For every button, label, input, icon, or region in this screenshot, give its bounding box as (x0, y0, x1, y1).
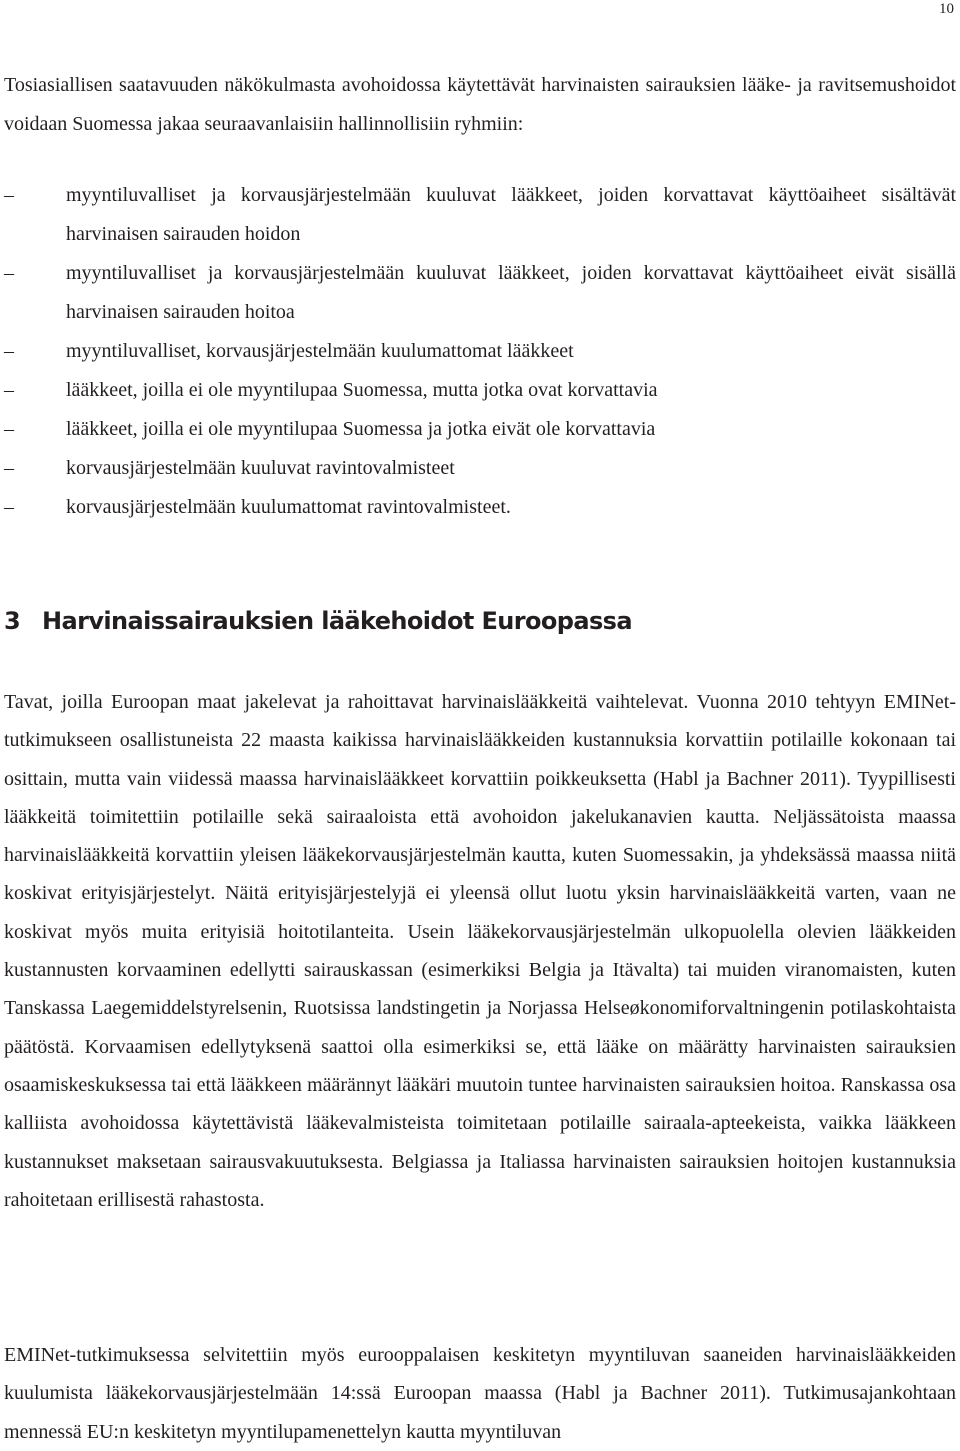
intro-paragraph: Tosiasiallisen saatavuuden näkökulmasta avohoidossa käytettävät harvinaisten sairauksien lääke- ja ravitsemushoidot voidaan Suomessa jakaa seuraavanlaisiin hallinnollisiin ryhmiin: (4, 74, 956, 135)
section-heading (4, 600, 956, 642)
list-item-text: lääkkeet, joilla ei ole myyntilupaa Suomessa, mutta jotka ovat korvattavia (66, 379, 658, 401)
list-item (4, 410, 956, 449)
list-item (4, 449, 956, 488)
bullet-marker: – (4, 340, 14, 362)
list-item-text: myyntiluvalliset ja korvausjärjestelmään kuuluvat lääkkeet, joiden korvattavat käyttöaiheet sisältävät harvinaisen sairauden hoidon (66, 184, 956, 245)
section-number: 3 (4, 607, 21, 635)
list-item (4, 332, 956, 371)
list-item (4, 254, 956, 332)
page-number: 10 (939, 1, 954, 17)
list-item (4, 371, 956, 410)
list-item-text: korvausjärjestelmään kuulumattomat ravintovalmisteet. (66, 496, 511, 518)
bullet-marker: – (4, 379, 14, 401)
list-item (4, 176, 956, 254)
section-title: Harvinaissairauksien lääkehoidot Euroopassa (42, 607, 632, 635)
list-item-text: lääkkeet, joilla ei ole myyntilupaa Suomessa ja jotka eivät ole korvattavia (66, 418, 656, 440)
list-item (4, 488, 956, 527)
bullet-list (4, 176, 956, 527)
bullet-marker: – (4, 262, 14, 284)
body-paragraph-2: EMINet-tutkimuksessa selvitettiin myös eurooppalaisen keskitetyn myyntiluvan saaneiden harvinaislääkkeiden kuulumista lääkekorvausjärjestelmään 14:ssä Euroopan maassa (Habl ja Bachner 2011). Tutkimusajankohtaan mennessä EU:n keskitetyn myyntilupamenettelyn kautta myyntiluvan (4, 1344, 956, 1443)
list-item-text: korvausjärjestelmään kuuluvat ravintovalmisteet (66, 457, 455, 479)
bullet-marker: – (4, 184, 14, 206)
bullet-marker: – (4, 457, 14, 479)
list-item-text: myyntiluvalliset, korvausjärjestelmään kuulumattomat lääkkeet (66, 340, 574, 362)
list-item-text: myyntiluvalliset ja korvausjärjestelmään kuuluvat lääkkeet, joiden korvattavat käyttöaiheet eivät sisällä harvinaisen sairauden hoitoa (66, 262, 956, 323)
bullet-marker: – (4, 418, 14, 440)
bullet-marker: – (4, 496, 14, 518)
body-paragraph-1: Tavat, joilla Euroopan maat jakelevat ja rahoittavat harvinaislääkkeitä vaihtelevat. Vuonna 2010 tehtyyn EMINet-tutkimukseen osallistuneista 22 maasta kaikissa harvinaislääkkeiden kustannuksia korvattiin potilaille kokonaan tai osittain, mutta vain viidessä maassa harvinaislääkkeet korvattiin poikkeuksetta (Habl ja Bachner 2011). Tyypillisesti lääkkeitä toimitettiin potilaille sekä sairaaloista että avohoidon jakelukanavien kautta. Neljässätoista maassa harvinaislääkkeitä korvattiin yleisen lääkekorvausjärjestelmän kautta, kuten Suomessakin, ja yhdeksässä maassa niitä koskivat erityisjärjestelyt. Näitä erityisjärjestelyjä ei yleensä ollut luotu yksin harvinaislääkkeitä varten, vaan ne koskivat myös muita erityisiä hoitotilanteita. Usein lääkekorvausjärjestelmän ulkopuolella olevien lääkkeiden kustannusten korvaaminen edellytti sairauskassan (esimerkiksi Belgia ja Itävalta) tai muiden viranomaisten, kuten Tanskassa Laegemiddelstyrelsenin, Ruotsissa landstingetin ja Norjassa Helseøkonomiforvaltningenin potilaskohtaista päätöstä. Korvaamisen edellytyksenä saattoi olla esimerkiksi se, että lääke on määrätty harvinaisten sairauksien osaamiskeskuksessa tai että lääkkeen määrännyt lääkäri muutoin tuntee harvinaisten sairauksien hoitoa. Ranskassa osa kalliista avohoidossa käytettävistä lääkevalmisteista toimitetaan potilaille sairaala-apteekeista, vaikka lääkkeen kustannukset maksetaan sairausvakuutuksesta. Belgiassa ja Italiassa harvinaisten sairauksien hoitojen kustannuksia rahoitetaan erillisestä rahastosta. (4, 691, 956, 1211)
